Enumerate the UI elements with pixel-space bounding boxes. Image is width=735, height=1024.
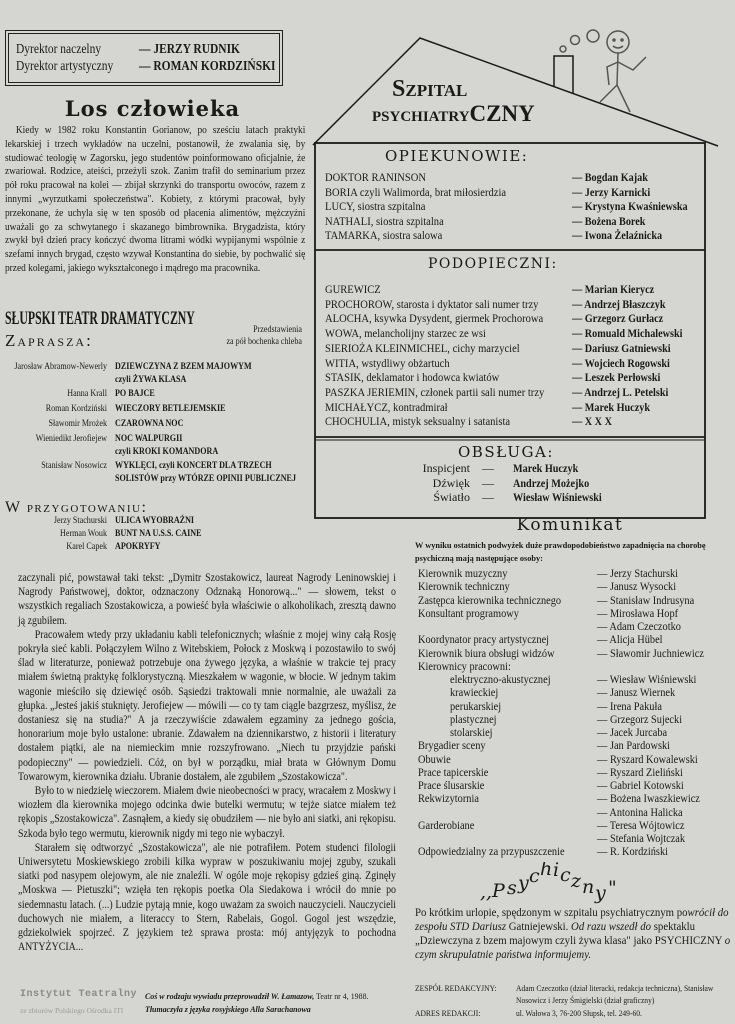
staff-row: [0, 581, 735, 594]
staff-person: — Jacek Jurcaba: [597, 727, 668, 739]
play-title: WIECZORY BETLEJEMSKIE: [115, 404, 226, 414]
play-author: Herman Wouk: [60, 529, 107, 539]
cast-row: [325, 185, 705, 199]
staff-function: Koordynator pracy artystycznej: [418, 634, 550, 647]
crew-name: Andrzej Możejko: [513, 475, 590, 490]
play-subtitle: SOLISTÓW przy WTÓRZE OPINII PUBLICZNEJ: [115, 474, 296, 484]
hospital-title-1: [392, 76, 467, 103]
text-part: Po krótkim urlopie, spędzonym w szpitalu psychiatrycznym po: [415, 906, 688, 919]
play-title: ULICA WYOBRAŹNI: [115, 516, 195, 526]
upcoming-heading: W przygotowaniu:: [5, 499, 148, 516]
staff-function: Kierownik techniczny: [418, 581, 510, 594]
staff-person: — Stanisław Indrusyna: [597, 594, 695, 607]
staff-person: — Jerzy Stachurski: [597, 568, 679, 580]
stamp-institute: Instytut Teatralny: [20, 989, 138, 1000]
staff-person: — Wiesław Wiśniewski: [597, 674, 697, 686]
actor-name: — Marek Huczyk: [572, 399, 651, 414]
staff-row: [0, 595, 735, 608]
staff-row: [0, 820, 735, 833]
crew-heading: OBSŁUGA:: [458, 443, 554, 461]
address-label: ADRES REDAKCJI:: [415, 1008, 481, 1018]
text-part: Od razu wszedł do: [571, 920, 652, 933]
title-part: PSYCHIATRY: [372, 109, 470, 125]
role-name: MICHAŁYCZ, kontradmirał: [325, 399, 448, 414]
actor-name: — Andrzej Błaszczyk: [572, 296, 666, 311]
staff-person: — Janusz Wiernek: [597, 687, 676, 700]
stamp-collection: ze zbiorów Polskiego Ośrodka ITI: [20, 1006, 124, 1015]
play-author: Wieniedikt Jerofiejew: [35, 434, 107, 444]
actor-name: — Krystyna Kwaśniewska: [572, 199, 688, 214]
cast-row: [325, 341, 705, 355]
roof-line: [313, 38, 718, 146]
staff-row: [0, 793, 735, 806]
staff-function: krawieckiej: [450, 687, 499, 700]
play-author: Jarosław Abramow-Newerly: [14, 362, 107, 372]
smoke-bubble: [560, 46, 566, 52]
director-role: Dyrektor naczelny: [16, 42, 102, 57]
staff-function: Garderobiane: [418, 819, 475, 832]
role-name: NATHALI, siostra szpitalna: [325, 213, 444, 228]
staff-person: — Bożena Iwaszkiewicz: [597, 793, 700, 806]
actor-name: — Marian Kierycz: [572, 282, 655, 296]
staff-function: Obuwie: [418, 753, 451, 766]
note-line: Przedstawienia: [253, 325, 302, 335]
caption-author: Coś w rodzaju wywiadu przeprowadził W. Łamazow,: [145, 991, 315, 1001]
play-author: Karel Capek: [66, 542, 107, 552]
play-title: APOKRYFY: [115, 542, 161, 552]
staff-row: [0, 807, 735, 820]
staff-person: — R. Kordziński: [597, 846, 669, 859]
staff-person: — Grzegorz Sujecki: [597, 713, 683, 726]
staff-row: [0, 674, 735, 687]
article-paragraph: Pracowałem wtedy przy układaniu kabli telefonicznych; właśnie z mojej winy całą Rosję pokryła sieć kabli. Połączyłem Wilno z Witebskiem, Połock z Moskwą i pozostawiło to swój ślad w literaturze, ponieważ potrzebuje ona żywego języka, a właśnie w trakcie tej pracy miałem świetną praktykę folklorystyczną. Mieszkałem w wagonie, w błocie. W jednym takim wagonie mieściło się dziewięć osób. Sąsiedzi traktowali mnie normalnie, ale uważali za głupka. „Jesteś jakiś stuknięty. Jerofiejew — mówili — co ty tam ciągle bazgrzesz, myślisz, że dostaniesz się na studia?" A ja rzeczywiście zdawałem egzaminy za jednego gościa, honorarium moje było ustalone: ubranie. Zdawałem na dziennikarstwo, z historii i literatury dostałem piątki, ale na niemieckim mnie rozszyfrowano. „Niech tu przyjdzie pański podopieczny" — powiedzieli. Cóż, on był w porządku, miał brata w Głównym Domu Towarowym, kierownika działu. Ubranie dostałem, ale zgubiłem „Szostakowicza".: [18, 626, 397, 783]
role-name: LUCY, siostra szpitalna: [325, 199, 426, 214]
role-name: DOKTOR RANINSON: [325, 170, 427, 184]
role-name: CHOCHULIA, mistyk seksualny i satanista: [325, 414, 511, 429]
director-role: Dyrektor artystyczny: [16, 59, 114, 74]
cast-row: [325, 385, 705, 399]
staff-function: stolarskiej: [450, 727, 493, 739]
patients-heading: PODOPIECZNI:: [428, 256, 558, 272]
director-name: — JERZY RUDNIK: [139, 42, 240, 57]
title-part: CZNY: [469, 101, 535, 126]
text-part: o czym skrupulatnie państwa informujemy.: [415, 934, 731, 961]
staff-person: — Jan Pardowski: [597, 740, 671, 753]
staff-person: — Sławomir Juchniewicz: [597, 647, 704, 660]
staff-person: — Ryszard Kowalewski: [597, 753, 698, 766]
play-title: NOC WALPURGII: [115, 434, 183, 444]
staff-row: [0, 767, 735, 780]
staff-row: [0, 648, 735, 661]
play-author: Stanisław Nosowicz: [41, 461, 107, 471]
actor-name: — Andrzej L. Petelski: [572, 384, 669, 399]
play-title: DZIEWCZYNA Z BZEM MAJOWYM: [115, 362, 252, 372]
text-part: spektaklu „Dziewczyna z bzem majowym czyli żywa klasa" jako PSYCHICZNY: [415, 920, 725, 947]
actor-name: — Grzegorz Gurłacz: [572, 311, 664, 326]
caretakers-heading: OPIEKUNOWIE:: [385, 147, 529, 165]
actor-name: — Leszek Perłowski: [572, 370, 661, 385]
staff-person: — Teresa Wójtowicz: [597, 819, 685, 832]
psychiczny-wavy-title: [480, 862, 660, 907]
play-author: Hanna Krall: [67, 389, 107, 399]
staff-function: Kierownik biura obsługi widzów: [418, 647, 555, 660]
editorial-team: Adam Czeczotko (dział literacki, redakcja techniczna), Stanisław Nosowicz i Jerzy Śmigielski (dział graficzny): [516, 983, 714, 1005]
staff-function: Prace ślusarskie: [418, 780, 485, 792]
staff-function: Brygadier sceny: [418, 740, 486, 753]
psychiczny-text: [415, 906, 733, 962]
play-author: Roman Kordziński: [45, 404, 107, 414]
actor-name: — Dariusz Gatniewski: [572, 340, 671, 355]
article-paragraph: zaczynali pić, powstawał taki tekst: „Dymitr Szostakowicz, laureat Nagrody Leninowskiej i Nagrody Państwowej, doktor, odznaczony Odznaką Honorową..." — słowem, tekst o wszystkich regaliach Szostakowicza, a powieść była właściwie o alkoholikach, zresztą dawno ją zgubiłem.: [18, 570, 396, 627]
staff-person: — Gabriel Kotowski: [597, 780, 684, 792]
editorial-team-label: ZESPÓŁ REDAKCYJNY:: [415, 983, 497, 993]
play-subtitle: czyli ŻYWA KLASA: [115, 375, 187, 385]
staff-person: — Ryszard Zieliński: [597, 766, 683, 779]
staff-row: [0, 754, 735, 767]
staff-row: [0, 568, 735, 581]
cast-row: [325, 400, 705, 414]
director-name: — ROMAN KORDZIŃSKI: [139, 59, 276, 74]
cast-row: [325, 228, 705, 242]
staff-row: [0, 714, 735, 727]
staff-row: [0, 687, 735, 700]
cast-row: [325, 170, 705, 184]
title-letter: S: [392, 76, 406, 102]
cast-row: [325, 282, 705, 296]
staff-person: — Janusz Wysocki: [597, 581, 677, 594]
cast-row: [325, 297, 705, 311]
staff-row: [0, 621, 735, 634]
role-name: PROCHOROW, starosta i dyktator sali numer trzy: [325, 296, 539, 311]
staff-person: — Antonina Halicka: [597, 806, 683, 819]
play-title: WYKLĘCI, czyli KONCERT DLA TRZECH: [115, 461, 272, 471]
crew-row: [380, 476, 680, 490]
text-part: Gatniejewski.: [506, 920, 572, 933]
crew-role: Dźwięk: [432, 475, 470, 490]
address: ul. Wałowa 3, 76-200 Słupsk, tel. 249-60.: [516, 1008, 642, 1018]
staff-row: [0, 608, 735, 621]
zaprasza-heading: Zaprasza:: [5, 331, 93, 350]
crew-name: Marek Huczyk: [513, 461, 579, 475]
staff-function: Prace tapicerskie: [418, 766, 489, 779]
cast-row: [325, 199, 705, 213]
cast-row: [325, 326, 705, 340]
staff-row: [0, 661, 735, 674]
crew-dash: —: [482, 490, 494, 505]
crew-row: [380, 461, 680, 475]
article-paragraph: Starałem się odtworzyć „Szostakowicza", ale nie potrafiłem. Potem studenci filologii Uniwersytetu Moskiewskiego zrobili kilka wypraw w poszukiwaniu mojej zguby, szukali siatki pod nasypem olejowym, ale nie znaleźli. W ogóle moje rękopisy gdzieś giną. Zginęły „Moskwa — Pietuszki"; wzięła ten rękopis poetka Ola Siedakowa i wrócił do mnie po siedemnastu latach. (...) Ludzie pytają mnie, kogo uważam za swoich nauczycieli. Nauczycieli duchowych nie miałem, a literaccy to Stern, Rabelais, Gogol. Gogol jest wszędzie, gdziekolwiek spojrzeć. Z językiem też sprawa prosta: mój antyjęzyk to pochodna ANTYŻYCIA...: [18, 839, 397, 954]
caption-translator: Tłumaczyła z języka rosyjskiego Alla Sarachanowa: [145, 1004, 311, 1014]
staff-row: [0, 833, 735, 846]
play-author: Sławomir Mrożek: [48, 419, 107, 429]
staff-row: [0, 727, 735, 740]
caption-source: Teatr nr 4, 1988.: [314, 991, 369, 1001]
actor-name: — X X X: [572, 414, 612, 429]
staff-row: [0, 780, 735, 793]
actor-name: — Iwona Żelaźnicka: [572, 228, 663, 243]
role-name: WITIA, wstydliwy obżartuch: [325, 355, 450, 370]
play-title: CZAROWNA NOC: [115, 419, 184, 429]
crew-row: [380, 490, 680, 504]
cast-row: [325, 414, 705, 428]
actor-name: — Jerzy Karnicki: [572, 184, 651, 199]
cast-row: [325, 370, 705, 384]
staff-person: — Adam Czeczotko: [597, 621, 681, 633]
staff-function: Kierownik muzyczny: [418, 568, 508, 580]
staff-function: elektryczno-akustycznej: [450, 674, 551, 686]
cast-row: [325, 356, 705, 370]
play-author: Jerzy Stachurski: [53, 516, 107, 526]
announcement-intro: W wyniku ostatnich podwyżek duże prawdopodobieństwo zapadnięcia na chorobę psychiczną mają następujące osoby:: [415, 541, 706, 563]
role-name: GUREWICZ: [325, 282, 381, 296]
crew-name: Wiesław Wiśniewski: [513, 490, 602, 505]
cast-row: [325, 214, 705, 228]
role-name: STASIK, deklamator i hodowca kwiatów: [325, 370, 500, 385]
staff-function: Konsultant programowy: [418, 607, 519, 620]
staff-person: — Alicja Hübel: [597, 634, 663, 647]
staff-function: Zastępca kierownika technicznego: [418, 594, 562, 607]
crew-role: Światło: [433, 490, 470, 505]
crew-dash: —: [482, 461, 494, 475]
staff-function: Kierownicy pracowni:: [418, 660, 511, 673]
theatre-title: SŁUPSKI TEATR DRAMATYCZNY: [5, 308, 195, 329]
title-rest: ZPITAL: [405, 81, 468, 100]
hospital-title-2: [372, 101, 535, 127]
play-subtitle: czyli KROKI KOMANDORA: [115, 447, 219, 457]
staff-person: — Irena Pakuła: [597, 700, 662, 713]
text-part: wrócił do zespołu STD Dariusz: [415, 906, 729, 933]
play-title: PO BAJCE: [115, 389, 155, 399]
cast-row: [325, 311, 705, 325]
role-name: ALOCHA, ksywka Dysydent, giermek Prochorowa: [325, 311, 544, 326]
actor-name: — Wojciech Rogowski: [572, 355, 670, 370]
los-text: Kiedy w 1982 roku Konstantin Gorianow, po sześciu latach praktyki lekarskiej i trzech wykładów na uczelni, postanowił, że zwalania się, by studiować teologię w Zagorsku, jego studentów poinformowano oficjalnie, że zwariował. Rodzice, ateiści, przeżyli szok. Zanim trafił do seminarium przez pół roku pracował na kolei — zbijał skrzynki do transportu owoców, razem z innymi „wyrzutkami społeczeństwa". Kobiety, z którymi pracował, były przekonane, że uchyla się w ten sposób od płacenia alimentów, mężczyźni uważali go za schwytanego i skazanego bimbrownika. Brygadzista, który zwykł był dzień pracy kończyć dwoma litrami wódki wypijanymi wspólnie z szefami innych brygad, często wzywał Konstantina do siebie, by pochwalić się przed kolegami, jakiego wykształconego i mądrego ma pracownika.: [5, 125, 306, 274]
staff-row: [0, 846, 735, 859]
actor-name: — Bożena Borek: [572, 213, 646, 228]
play-title: BUNT NA U.S.S. CAINE: [115, 529, 202, 539]
article-paragraph: Było to w niedzielę wieczorem. Miałem dwie nieobecności w pracy, wracałem z Moskwy i wiozłem dla kierownika mojego odcinka dwie butelki wermutu; w tejże siatce miałem też rękopis „Szostakowicza". Zasnąłem, a kiedy się obudziłem — nie było ani siatki, ani rękopisu. Szkoda było tego wermutu, kierownik nigdy mi tego nie wybaczył.: [18, 783, 397, 840]
staff-function: Odpowiedzialny za przypuszczenie: [418, 846, 565, 859]
crew-dash: —: [482, 475, 494, 490]
role-name: TAMARKA, siostra salowa: [325, 228, 443, 243]
stick-figure-icon: [600, 31, 646, 112]
actor-name: — Bogdan Kajak: [572, 170, 648, 184]
note-line: za pół bochenka chleba: [226, 337, 302, 347]
staff-function: plastycznej: [450, 713, 497, 726]
role-name: BORIA czyli Walimorda, brat miłosierdzia: [325, 184, 507, 199]
staff-person: — Mirosława Hopf: [597, 607, 679, 620]
staff-function: Rekwizytornia: [418, 793, 479, 806]
staff-row: [0, 740, 735, 753]
role-name: WOWA, melancholijny starzec ze wsi: [325, 326, 486, 341]
staff-row: [0, 634, 735, 647]
smoke-bubble: [571, 36, 580, 45]
svg-text:,,Psychiczny": ,,P sychiczny ": [480, 862, 617, 904]
los-title: Los człowieka: [64, 96, 241, 121]
staff-function: perukarskiej: [450, 700, 502, 713]
crew-role: Inspicjent: [422, 461, 470, 475]
actor-name: — Romuald Michalewski: [572, 326, 683, 341]
announcement-title: Komunikat: [516, 515, 624, 535]
smoke-bubble: [587, 30, 599, 42]
staff-row: [0, 701, 735, 714]
role-name: PASZKA JERIEMIN, członek partii sali numer trzy: [325, 384, 545, 399]
staff-person: — Stefania Wojtczak: [597, 833, 686, 845]
role-name: SIERIOŻA KLEINMICHEL, cichy marzyciel: [325, 340, 520, 355]
